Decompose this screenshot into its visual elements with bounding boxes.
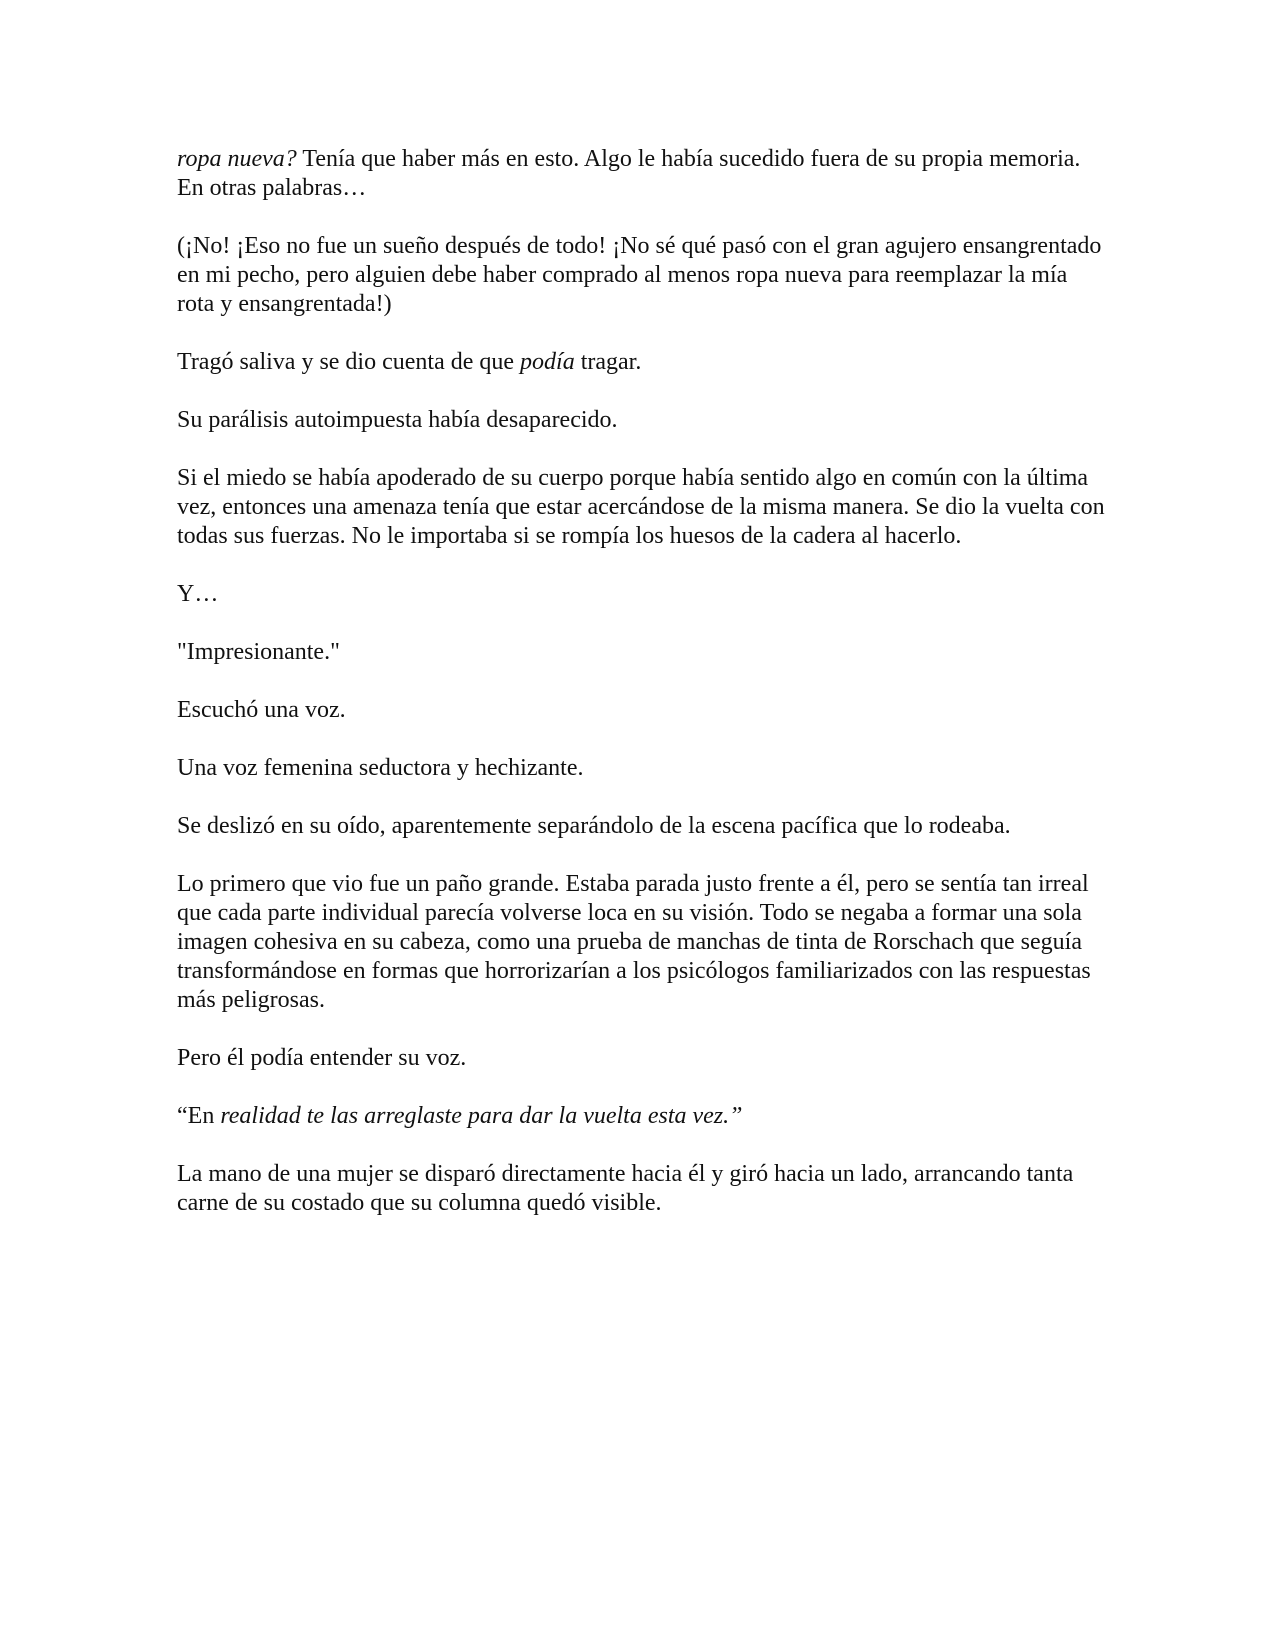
- paragraph-1: [177, 145, 1107, 203]
- paragraph-14-text: La mano de una mujer se disparó directamente hacia él y giró hacia un lado, arrancando tanta carne de su costado que su columna quedó visible.: [177, 1161, 1074, 1216]
- paragraph-4: [177, 406, 1107, 435]
- paragraph-13-italic: realidad te las arreglaste para dar la vuelta esta vez.”: [220, 1103, 743, 1129]
- paragraph-6-text: Y…: [177, 581, 219, 607]
- paragraph-11: [177, 870, 1107, 1015]
- paragraph-3-text-b: tragar.: [574, 349, 642, 375]
- paragraph-9: [177, 754, 1107, 783]
- paragraph-8-text: Escuchó una voz.: [177, 697, 346, 723]
- paragraph-7-text: "Impresionante.": [177, 639, 340, 665]
- paragraph-12: [177, 1044, 1107, 1073]
- paragraph-2: [177, 232, 1107, 319]
- paragraph-10: [177, 812, 1107, 841]
- paragraph-5-text: Si el miedo se había apoderado de su cuerpo porque había sentido algo en común con la última vez, entonces una amenaza tenía que estar acercándose de la misma manera. Se dio la vuelta con todas sus fuerzas. No le importaba si se rompía los huesos de la cadera al hacerlo.: [177, 465, 1105, 549]
- paragraph-1-italic: ropa nueva?: [177, 146, 297, 172]
- paragraph-12-text: Pero él podía entender su voz.: [177, 1045, 467, 1071]
- paragraph-3-text-a: Tragó saliva y se dio cuenta de que: [177, 349, 521, 375]
- paragraph-14: [177, 1160, 1107, 1218]
- paragraph-3: [177, 348, 1107, 377]
- paragraph-9-text: Una voz femenina seductora y hechizante.: [177, 755, 584, 781]
- paragraph-10-text: Se deslizó en su oído, aparentemente separándolo de la escena pacífica que lo rodeaba.: [177, 813, 1011, 839]
- paragraph-8: [177, 696, 1107, 725]
- paragraph-11-text: Lo primero que vio fue un paño grande. Estaba parada justo frente a él, pero se sentía tan irreal que cada parte individual parecía volverse loca en su visión. Todo se negaba a formar una sola imagen cohesiva en su cabeza, como una prueba de manchas de tinta de Rorschach que seguía transformándose en formas que horrorizarían a los psicólogos familiarizados con las respuestas más peligrosas.: [177, 871, 1091, 1013]
- paragraph-7: [177, 638, 1107, 667]
- paragraph-6: [177, 580, 1107, 609]
- paragraph-4-text: Su parálisis autoimpuesta había desaparecido.: [177, 407, 618, 433]
- paragraph-13: [177, 1102, 1107, 1131]
- paragraph-3-italic: podía: [520, 349, 575, 375]
- paragraph-5: [177, 464, 1107, 551]
- document-body: [177, 145, 1107, 1247]
- paragraph-1-text: Tenía que haber más en esto. Algo le había sucedido fuera de su propia memoria. En otras palabras…: [177, 146, 1081, 201]
- paragraph-13-text: “En: [177, 1103, 221, 1129]
- paragraph-2-text: (¡No! ¡Eso no fue un sueño después de todo! ¡No sé qué pasó con el gran agujero ensangrentado en mi pecho, pero alguien debe haber comprado al menos ropa nueva para reemplazar la mía rota y ensangrentada!): [177, 233, 1102, 317]
